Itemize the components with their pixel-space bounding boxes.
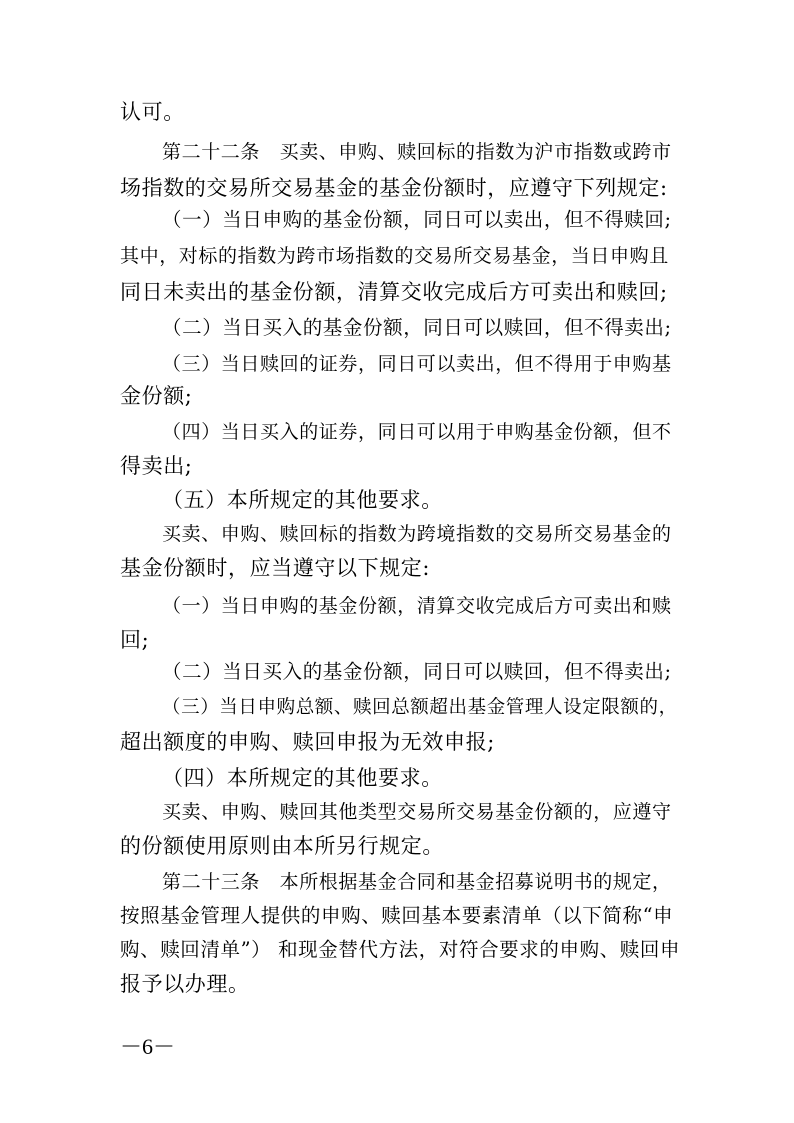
text-line: （四）本所规定的其他要求。 <box>162 766 443 790</box>
text-line: （四）当日买入的证券，同日可以用于申购基金份额，但不 <box>162 421 672 443</box>
text-line: 买卖、申购、赎回标的指数为跨境指数的交易所交易基金的 <box>162 523 672 545</box>
text-line: （五）本所规定的其他要求。 <box>162 488 443 512</box>
text-line: 场指数的交易所交易基金的基金份额时，应遵守下列规定: <box>120 176 668 200</box>
text-line: 第二十三条 本所根据基金合同和基金招募说明书的规定， <box>162 871 672 893</box>
text-line: 超出额度的申购、赎回申报为无效申报; <box>120 730 495 754</box>
text-line: （三）当日赎回的证券，同日可以卖出，但不得用于申购基 <box>162 353 672 375</box>
text-line: （三）当日申购总额、赎回总额超出基金管理人设定限额的， <box>162 697 678 718</box>
text-line: 购、赎回清单”） 和现金替代方法，对符合要求的申购、赎回申 <box>120 938 681 961</box>
text-line: （一）当日申购的基金份额，同日可以卖出，但不得赎回; <box>162 208 672 231</box>
text-line: 的份额使用原则由本所另行规定。 <box>120 834 444 858</box>
text-line: 同日未卖出的基金份额，清算交收完成后方可卖出和赎回; <box>120 280 668 304</box>
text-line: 其中，对标的指数为跨市场指数的交易所交易基金，当日申购且 <box>120 245 669 267</box>
text-line: （二）当日买入的基金份额，同日可以赎回，但不得卖出; <box>162 660 672 683</box>
text-line: 按照基金管理人提供的申购、赎回基本要素清单（以下简称“申 <box>120 904 674 927</box>
text-line: （一）当日申购的基金份额，清算交收完成后方可卖出和赎 <box>162 595 672 617</box>
text-line: 买卖、申购、赎回其他类型交易所交易基金份额的，应遵守 <box>162 801 672 823</box>
text-line: 第二十二条 买卖、申购、赎回标的指数为沪市指数或跨市 <box>162 141 672 163</box>
text-line: 得卖出; <box>120 454 193 478</box>
text-line: 认可。 <box>120 100 185 124</box>
text-line: （二）当日买入的基金份额，同日可以赎回，但不得卖出; <box>162 316 672 339</box>
text-line: 报予以办理。 <box>120 972 250 996</box>
text-line: 回; <box>120 628 150 652</box>
text-line: 基金份额时，应当遵守以下规定: <box>120 556 431 580</box>
page-number: －6－ <box>120 1034 176 1059</box>
text-line: 金份额; <box>120 384 193 408</box>
